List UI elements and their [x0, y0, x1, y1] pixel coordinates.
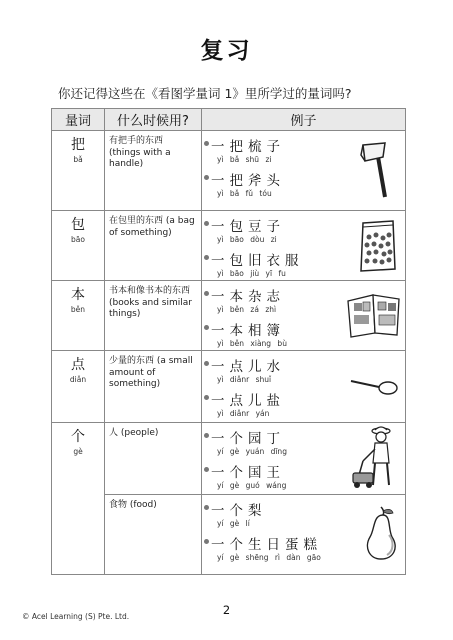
pear-icon — [361, 505, 401, 561]
measure-word-pinyin: diǎn — [69, 375, 87, 384]
bullet-icon — [204, 361, 209, 366]
measure-word-cell — [52, 423, 105, 575]
example-pinyin: yì bǎ fǔ tóu — [217, 189, 272, 198]
measure-word: 点 — [71, 357, 85, 373]
example-pinyin: yí gè lí — [217, 519, 250, 528]
measure-word-cell — [52, 211, 105, 281]
copyright-notice: © Acel Learning (S) Pte. Ltd. — [22, 612, 130, 621]
bullet-icon — [204, 505, 209, 510]
example-hanzi: 一个国王 — [211, 465, 285, 481]
measure-word-pinyin: bāo — [71, 235, 85, 244]
examples-cell — [202, 131, 406, 211]
bullet-icon — [204, 325, 209, 330]
usage-cell: 食物 (food) — [105, 495, 202, 575]
example-hanzi: 一点儿盐 — [211, 393, 285, 409]
table-row — [52, 495, 406, 575]
bullet-icon — [204, 433, 209, 438]
open-magazine-icon — [345, 291, 403, 339]
usage-cell: 人 (people) — [105, 423, 202, 495]
example-hanzi: 一把梳子 — [211, 139, 285, 155]
table-row — [52, 281, 406, 351]
header-when-used: 什么时候用? — [105, 109, 202, 131]
example-pinyin: yì bǎ shū zi — [217, 155, 272, 164]
examples-cell — [202, 281, 406, 351]
measure-word: 包 — [71, 217, 85, 233]
example-pinyin: yí gè guó wáng — [217, 481, 287, 490]
example-hanzi: 一本杂志 — [211, 289, 285, 305]
examples-cell — [202, 351, 406, 423]
example-pinyin: yí gè shēng rì dàn gāo — [217, 553, 321, 562]
example-hanzi: 一把斧头 — [211, 173, 285, 189]
measure-word-table — [51, 108, 406, 575]
examples-cell — [202, 423, 406, 495]
review-question: 你还记得这些在《看图学量词 1》里所学过的量词吗? — [58, 86, 352, 101]
bullet-icon — [204, 141, 209, 146]
measure-word-pinyin: bǎ — [73, 155, 83, 164]
bullet-icon — [204, 255, 209, 260]
example-pinyin: yí gè yuán dīng — [217, 447, 287, 456]
example-hanzi: 一点儿水 — [211, 359, 285, 375]
example-hanzi: 一个梨 — [211, 503, 267, 519]
bullet-icon — [204, 467, 209, 472]
header-examples: 例子 — [202, 109, 406, 131]
bag-of-beans-icon — [357, 217, 399, 273]
usage-cell: 少量的东西 (a small amount of something) — [105, 351, 202, 423]
header-measure-word: 量词 — [52, 109, 105, 131]
example-hanzi: 一包豆子 — [211, 219, 285, 235]
example-hanzi: 一包旧衣服 — [211, 253, 304, 269]
bullet-icon — [204, 539, 209, 544]
example-hanzi: 一个园丁 — [211, 431, 285, 447]
usage-cell: 书本和像书本的东西 (books and similar things) — [105, 281, 202, 351]
bullet-icon — [204, 395, 209, 400]
measure-word-pinyin: gè — [73, 447, 83, 456]
measure-word-cell — [52, 351, 105, 423]
measure-word: 个 — [71, 429, 85, 445]
example-pinyin: yì bāo dòu zi — [217, 235, 277, 244]
measure-word-cell — [52, 281, 105, 351]
bullet-icon — [204, 175, 209, 180]
table-row — [52, 351, 406, 423]
table-header-row — [52, 109, 406, 131]
measure-word-cell — [52, 131, 105, 211]
bullet-icon — [204, 221, 209, 226]
example-pinyin: yì diǎnr yán — [217, 409, 270, 418]
example-hanzi: 一个生日蛋糕 — [211, 537, 322, 553]
example-pinyin: yì diǎnr shuǐ — [217, 375, 272, 384]
page-number: 2 — [222, 603, 231, 617]
examples-cell — [202, 495, 406, 575]
usage-cell: 在包里的东西 (a bag of something) — [105, 211, 202, 281]
table-row — [52, 423, 406, 495]
spoon-icon — [349, 377, 399, 397]
usage-cell: 有把手的东西 (things with a handle) — [105, 131, 202, 211]
example-pinyin: yì běn xiàng bù — [217, 339, 287, 348]
measure-word-pinyin: běn — [70, 305, 86, 314]
example-pinyin: yì bāo jiù yī fu — [217, 269, 286, 278]
example-pinyin: yì běn zá zhì — [217, 305, 277, 314]
example-hanzi: 一本相簿 — [211, 323, 285, 339]
table-row — [52, 131, 406, 211]
page-title: 复习 — [200, 38, 253, 64]
measure-word: 本 — [71, 287, 85, 303]
table-row — [52, 211, 406, 281]
examples-cell — [202, 211, 406, 281]
axe-icon — [355, 141, 399, 199]
bullet-icon — [204, 291, 209, 296]
gardener-mowing-icon — [351, 425, 403, 491]
measure-word: 把 — [71, 137, 85, 153]
